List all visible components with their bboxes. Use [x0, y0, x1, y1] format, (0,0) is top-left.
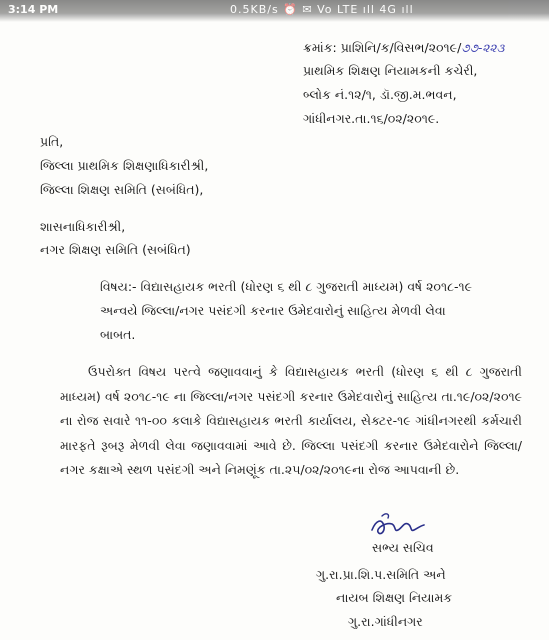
reference-label: ક્રમાંક: પ્રાશિનિ/ક/વિસભ/૨૦૧૯/ — [303, 40, 462, 55]
recipient-administrator: શાસનાધિકારીશ્રી, — [40, 219, 126, 234]
office-address: બ્લોક નં.૧૨/૧, ડૉ.જી.મ.ભવન, — [303, 87, 457, 102]
status-bar — [0, 0, 549, 22]
recipient-city-committee: નગર શિક્ષણ સમિતિ (સબંધિત) — [40, 242, 191, 257]
signature-location: ગુ.રા.ગાંધીનગર — [348, 614, 423, 629]
signature-committee: ગુ.રા.પ્રા.શિ.પ.સમિતિ અને — [316, 567, 446, 582]
subject-line-3: બાબત. — [100, 327, 136, 342]
status-time: 3:14 PM — [8, 3, 59, 16]
letter-date: ગાંધીનગર.તા.૧૬/૦૨/૨૦૧૯. — [303, 111, 440, 126]
reference-number — [303, 40, 504, 56]
signature-designation: નાયબ શિક્ષણ નિયામક — [336, 590, 453, 605]
recipient-to: પ્રતિ, — [40, 134, 64, 149]
recipient-district-committee: જિલ્લા શિક્ષણ સમિતિ (સબંધિત), — [40, 182, 204, 197]
subject-line-1: વિષય:- વિદ્યાસહાયક ભરતી (ધોરણ ૬ થી ૮ ગુજરાતી માધ્યમ) વર્ષ ૨૦૧૮-૧૯ — [100, 279, 472, 294]
recipient-district-officer: જિલ્લા પ્રાથમિક શિક્ષણાધિકારીશ્રી, — [40, 158, 209, 173]
office-name: પ્રાથમિક શિક્ષણ નિયામકની કચેરી, — [303, 63, 478, 78]
body-paragraph: ઉપરોક્ત વિષય પરત્વે જણાવવાનું કે વિદ્યાસહાયક ભરતી (ધોરણ ૬ થી ૮ ગુજરાતી માધ્યમ) વર્ષ ૨૦૧૮-૧૯ ના જિલ્લા/નગર પસંદગી કરનાર ઉમેદવારોનું સાહિત્ય તા.૧૯/૦૨/૨૦૧૯ ના રોજ સવારે ૧૧-૦૦ કલાકે વિદ્યાસહાયક ભરતી કાર્યાલય, સેક્ટર-૧૯ ગાંધીનગરથી કર્મચારી મારફતે રૂબરૂ મેળવી લેવા જણાવવામાં આવે છે. જિલ્લા પસંદગી કરનાર ઉમેદવારોને જિલ્લા/નગર કક્ષાએ સ્થળ પસંદગી અને નિમણૂંક તા.૨૫/૦૨/૨૦૧૯ના રોજ આપવાની છે. — [60, 364, 522, 477]
status-indicators: 0.5KB/s ⏰ ✉ Vo LTE ıll 4G ıll — [230, 3, 414, 16]
signature-title: સભ્ય સચિવ — [372, 540, 434, 555]
reference-handwritten-number: ૭૭-૨૨૩ — [461, 41, 505, 55]
subject-line-2: અન્વયે જિલ્લા/નગર પસંદગી કરનાર ઉમેદવારોનું સાહિત્ય મેળવી લેવા — [100, 303, 446, 318]
